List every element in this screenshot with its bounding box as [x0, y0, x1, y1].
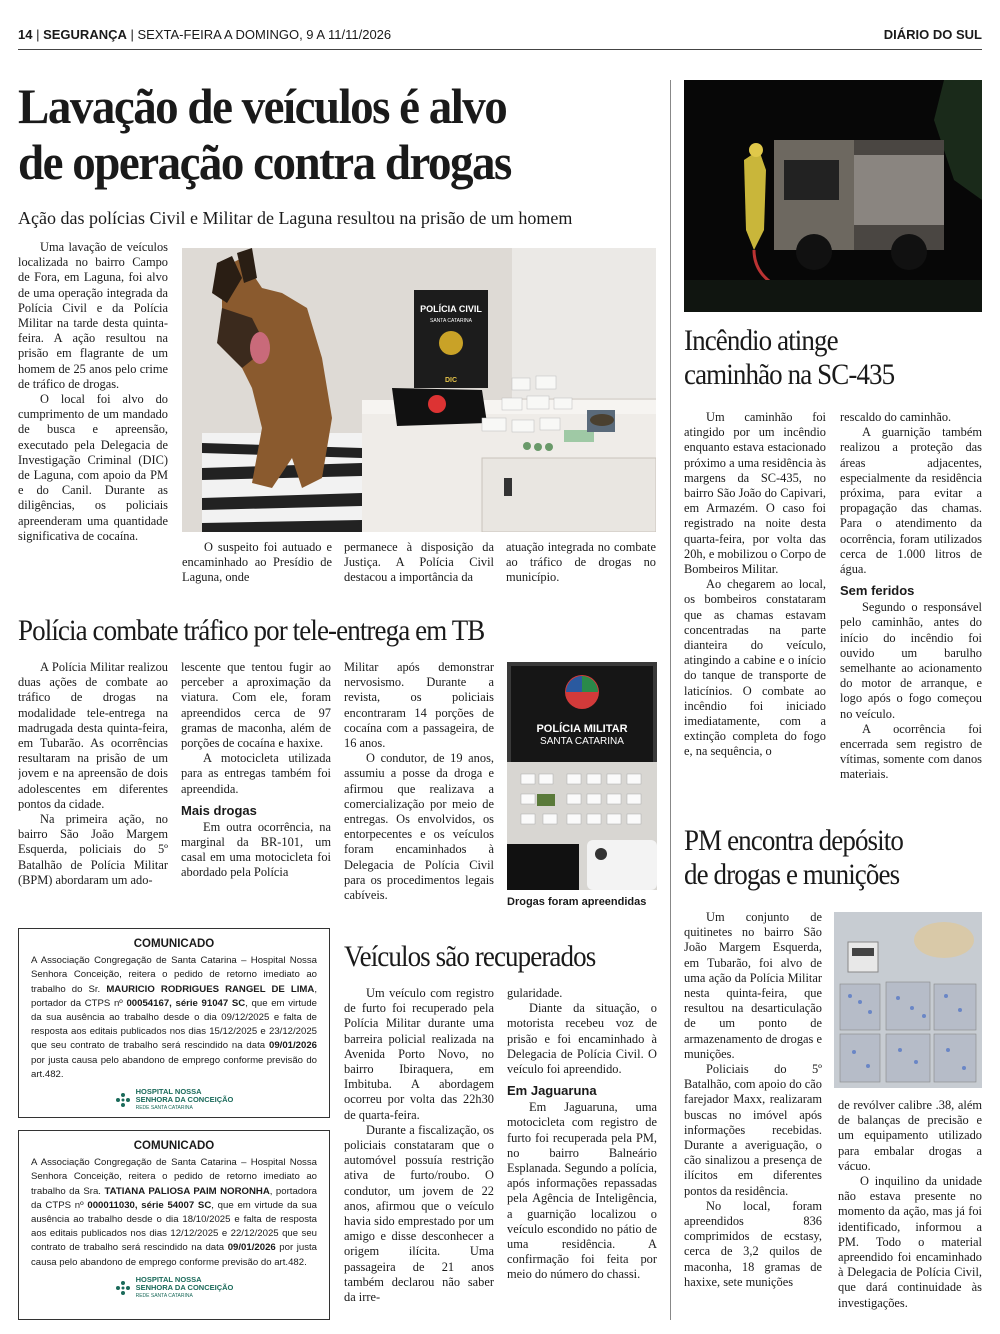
notice-text-part: , que em virtude da sua ausência ao trabalho desde o dia 09/12/2025 e falta de resposta aos editais publicados nos dias 15/12/2025 e 23/12/2025 que seu contrato de trabalho será rescindido na data [31, 997, 317, 1052]
notice-box-2 [18, 1130, 330, 1320]
notice-title: COMUNICADO [133, 938, 215, 950]
fire-paragraph: A guarnição também realizou a proteção das áreas adjacentes, especialmente da residência próxima, para evitar a propagação das chamas. Para o atendimento da ocorrência, foram utilizados cerca de 1.000 litros de água. [840, 425, 982, 577]
notice-text [31, 1156, 317, 1270]
section-name: SEGURANÇA [43, 27, 127, 42]
hospital-logo [31, 1276, 317, 1300]
separator: | [130, 27, 138, 42]
flag-text-line2: SANTA CATARINA [540, 736, 624, 747]
pm-paragraph: No local, foram apreendidos 836 comprimidos de ecstasy, cerca de 3,2 quilos de maconha, 18 gramas de haxixe, sete munições [684, 1198, 822, 1289]
tb-column-1 [18, 660, 168, 912]
tb-column-3 [344, 660, 494, 912]
tb-paragraph: lescente que tentou fugir ao perceber a aproximação da viatura. Com ele, foram apreendidos cerca de 97 gramas de maconha, além de porções de cocaína e haxixe. [181, 660, 331, 751]
header-left [18, 24, 391, 46]
notice-title: COMUNICADO [133, 1140, 215, 1152]
fire-paragraph: Ao chegarem ao local, os bombeiros constataram que as chamas estavam concentradas na parte dianteira do veículo, atingindo a cabine e o início do tanque de transporte de laticínios. O combate ao incêndio foi iniciado imediatamente, com a extinção completa do fogo e, na sequência, o [684, 577, 826, 759]
logo-line: SENHORA DA CONCEIÇÃO [135, 1282, 234, 1292]
pm-paragraph: de revólver calibre .38, além de balanças de precisão e um equipamento utilizado para embalar drogas a vácuo. [838, 1098, 982, 1173]
notice-text-part: A Associação Congregação de Santa Catarina – Hospital Nossa Senhora Conceição, reitera o pedido de retorno imediato ao trabalho do Sr. [31, 955, 317, 995]
vehicles-subheading: Em Jaguaruna [507, 1083, 597, 1099]
notice-text-part: por justa causa pelo abandono de emprego conforme previsão do art.482. [31, 1242, 317, 1268]
vehicles-paragraph: Diante da situação, o motorista recebeu voz de prisão e foi encaminhado à Delegacia de Polícia Civil. O veículo foi apreendido. [507, 1001, 657, 1077]
tb-paragraph: A Polícia Militar realizou duas ações de combate ao tráfico de drogas na modalidade tele-entrega na madrugada desta quinta-feira, em Tubarão. As ocorrências resultaram na prisão de um jovem e na apreensão de dois adolescentes em diferentes pontos da cidade. [18, 660, 168, 811]
fire-paragraph: Um caminhão foi atingido por um incêndio enquanto estava estacionado próximo a uma residência às margens da SC-435, no bairro São João do Capivari, em Armazém. O caso foi registrado na noite desta quarta-feira, por volta das 20h, e mobilizou o Corpo de Bombeiros Militar. [684, 410, 826, 577]
vehicles-paragraph: gularidade. [507, 986, 563, 1000]
fire-headline-line2: caminhão na SC-435 [684, 358, 895, 391]
logo-line: REDE SANTA CATARINA [135, 1105, 193, 1112]
notice-date: 09/01/2026 [268, 1040, 317, 1052]
deposit-photo [834, 912, 982, 1088]
main-headline-line1: Lavação de veículos é alvo [18, 78, 507, 134]
notice-text [31, 954, 317, 1082]
tb-paragraph: O condutor, de 19 anos, assumiu a posse da droga e afirmou que realizava a comercialização por meio de entregas. Os envolvidos, os entorpecentes e os veículos foram encaminhados à Delegacia de Polícia Civil para os procedimentos legais cabíveis. [344, 751, 494, 903]
vehicles-paragraph: Um veículo com registro de furto foi recuperado pela Polícia Militar durante uma barreira policial realizada na Avenida Porto Novo, no bairro Ibiraquera, em Imbituba. A abordagem ocorreu por volta das 22h30 de quarta-feira. [344, 986, 494, 1122]
vehicles-paragraph: Durante a fiscalização, os policiais constataram que o automóvel possuía restrição ativa de furto/roubo. O condutor, um jovem de 22 anos, afirmou que o veículo havia sido emprestado por um amigo e disse desconhecer a origem ilícita. Uma passageira de 21 anos também declarou não saber da irre- [344, 1122, 494, 1305]
main-paragraph: atuação integrada no combate ao tráfico de drogas no município. [506, 540, 656, 585]
pm-headline-line2: de drogas e munições [684, 858, 900, 891]
hospital-logo [31, 1088, 317, 1112]
tb-paragraph: Na primeira ação, no bairro São João Margem Esquerda, policiais do 5º Batalhão de Polícia Militar (BPM) abordaram um ado- [18, 812, 168, 887]
pm-drugs-caption: Drogas foram apreendidas [507, 896, 647, 908]
logo-line: HOSPITAL NOSSA [135, 1274, 202, 1284]
fire-truck-photo [684, 80, 982, 312]
tb-subheading: Mais drogas [181, 802, 257, 818]
photo-box-subtitle: SANTA CATARINA [430, 318, 472, 324]
notice-text-part: , portador da CTPS nº [31, 983, 317, 1009]
fire-paragraph: rescaldo do caminhão. [840, 410, 952, 424]
fire-column-2 [840, 410, 982, 806]
notice-ctps: 000011030, série 54007 SC [87, 1199, 212, 1211]
vehicles-headline: Veículos são recuperados [344, 940, 596, 973]
main-paragraph: Uma lavação de veículos localizada no bairro Campo de Fora, em Laguna, foi alvo de uma operação integrada da Polícia Civil e da Polícia Militar na tarde desta quinta-feira. A ação resultou na prisão em flagrante de um homem de 25 anos pelo crime de tráfico de drogas. [18, 240, 168, 391]
main-paragraph: permanece à disposição da Justiça. A Polícia Civil destacou a importância da [344, 540, 494, 585]
hospital-logo-text [136, 1088, 234, 1112]
main-paragraph: O local foi alvo do cumprimento de um mandado de busca e apreensão, executado pela Delegacia de Investigação Criminal (DIC) de Laguna, com apoio da PM e do Canil. Durante as diligências, os policiais apreenderam uma quantidade significativa de cocaína. [18, 392, 168, 543]
hospital-logo-icon [115, 1280, 131, 1296]
separator: | [36, 27, 44, 42]
main-subtitle: Ação das polícias Civil e Militar de Laguna resultou na prisão de um homem [18, 208, 573, 228]
hospital-logo-icon [115, 1092, 131, 1108]
fire-headline-line1: Incêndio atinge [684, 324, 838, 357]
dog-photo-graphic [182, 248, 656, 532]
dog-photo [182, 248, 656, 532]
notice-person-name: TATIANA PALIOSA PAIM NORONHA [104, 1185, 270, 1197]
logo-line: HOSPITAL NOSSA [135, 1087, 202, 1097]
notice-box-1 [18, 928, 330, 1118]
tb-column-2 [181, 660, 331, 912]
notice-date: 09/01/2026 [227, 1242, 276, 1254]
photo-box-dic: DIC [444, 377, 458, 384]
main-column-1 [18, 240, 168, 590]
notice-text-part: , que em virtude da sua ausência ao trabalho desde o dia 18/10/2025 e falta de resposta aos editais publicados nos dias 12/12/2025 e 22/12/2025 que seu contrato de trabalho será rescindido na data [31, 1199, 317, 1254]
pm-drugs-graphic [507, 662, 657, 890]
edition-date: SEXTA-FEIRA A DOMINGO, 9 A 11/11/2026 [137, 27, 392, 42]
pm-drugs-photo [507, 662, 657, 890]
main-paragraph: O suspeito foi autuado e encaminhado ao Presídio de Laguna, onde [182, 540, 332, 585]
pm-column-2 [838, 1098, 982, 1322]
main-column-4 [506, 540, 656, 592]
tb-headline: Polícia combate tráfico por tele-entrega em TB [18, 614, 485, 647]
main-column-2 [182, 540, 332, 592]
tb-paragraph: Militar após demonstrar nervosismo. Durante a revista, os policiais encontraram 14 porções de cocaína com a passageira, de 16 anos. [344, 660, 494, 751]
fire-truck-graphic [684, 80, 982, 312]
logo-line: REDE SANTA CATARINA [135, 1292, 193, 1299]
vehicles-column-1 [344, 986, 494, 1322]
notice-text-part: por justa causa pelo abandono de emprego conforme previsão do art.482. [31, 1054, 317, 1080]
vehicles-column-2 [507, 986, 657, 1322]
deposit-graphic [834, 912, 982, 1088]
notice-person-name: MAURICIO RODRIGUES RANGEL DE LIMA [106, 983, 315, 995]
logo-line: SENHORA DA CONCEIÇÃO [135, 1095, 234, 1105]
column-divider [670, 80, 671, 1320]
pm-headline [684, 824, 952, 892]
pm-column-1 [684, 910, 822, 1322]
tb-paragraph: Em outra ocorrência, na marginal da BR-101, um casal em uma motocicleta foi abordado pela Polícia [181, 819, 331, 880]
pm-headline-line1: PM encontra depósito [684, 824, 903, 857]
fire-paragraph: Segundo o responsável pelo caminhão, antes do início do incêndio foi ouvido um barulho semelhante ao acionamento do motor de arranque, e logo após o fogo começou no veículo. [840, 600, 982, 721]
pm-paragraph: O inquilino da unidade não estava presente no momento da ação, mas já foi identificado, informou a PM. Todo o material apreendido foi encaminhado à Delegacia de Polícia Civil, que dará continuidade às investigações. [838, 1174, 982, 1310]
fire-headline [684, 324, 952, 392]
main-headline [18, 78, 638, 190]
flag-text-line1: POLÍCIA MILITAR [536, 723, 628, 735]
fire-subheading: Sem feridos [840, 583, 915, 599]
page-header [18, 24, 982, 50]
notice-ctps: 00054167, série 91047 SC [126, 997, 246, 1009]
notice-text-part: , portadora da CTPS nº [31, 1185, 317, 1211]
page-number: 14 [18, 27, 33, 42]
fire-column-1 [684, 410, 826, 806]
photo-box-title: POLÍCIA CIVIL [420, 304, 482, 314]
newspaper-name: DIÁRIO DO SUL [883, 27, 982, 42]
main-column-3 [344, 540, 494, 592]
vehicles-paragraph: Em Jaguaruna, uma motocicleta com registro de furto foi recuperada pela PM, no bairro Balneário Esplanada. Segundo a polícia, após informações repassadas pela Agência de Inteligência, a guarnição localizou o veículo escondido no pátio de uma residência. A confirmação foi feita por meio do número do chassi. [507, 1100, 657, 1282]
pm-paragraph: Policiais do 5º Batalhão, com apoio do cão farejador Maxx, realizaram buscas no imóvel após informações recebidas. Durante a averiguação, o cão sinalizou a presença de ilícitos em diferentes pontos da residência. [684, 1062, 822, 1198]
hospital-logo-text [136, 1276, 234, 1300]
tb-paragraph: A motocicleta utilizada para as entregas também foi apreendida. [181, 751, 331, 796]
notice-text-part: A Associação Congregação de Santa Catarina – Hospital Nossa Senhora Conceição, reitera o pedido de retorno imediato ao trabalho da Sra. [31, 1157, 317, 1197]
main-headline-line2: de operação contra drogas [18, 134, 511, 190]
fire-paragraph: A ocorrência foi encerrada sem registro de vítimas, somente com danos materiais. [840, 721, 982, 782]
pm-paragraph: Um conjunto de quitinetes no bairro São João Margem Esquerda, em Tubarão, foi alvo de uma ação da Polícia Militar nesta quinta-feira, que resultou na desarticulação de um ponto de armazenamento de drogas e munições. [684, 910, 822, 1061]
